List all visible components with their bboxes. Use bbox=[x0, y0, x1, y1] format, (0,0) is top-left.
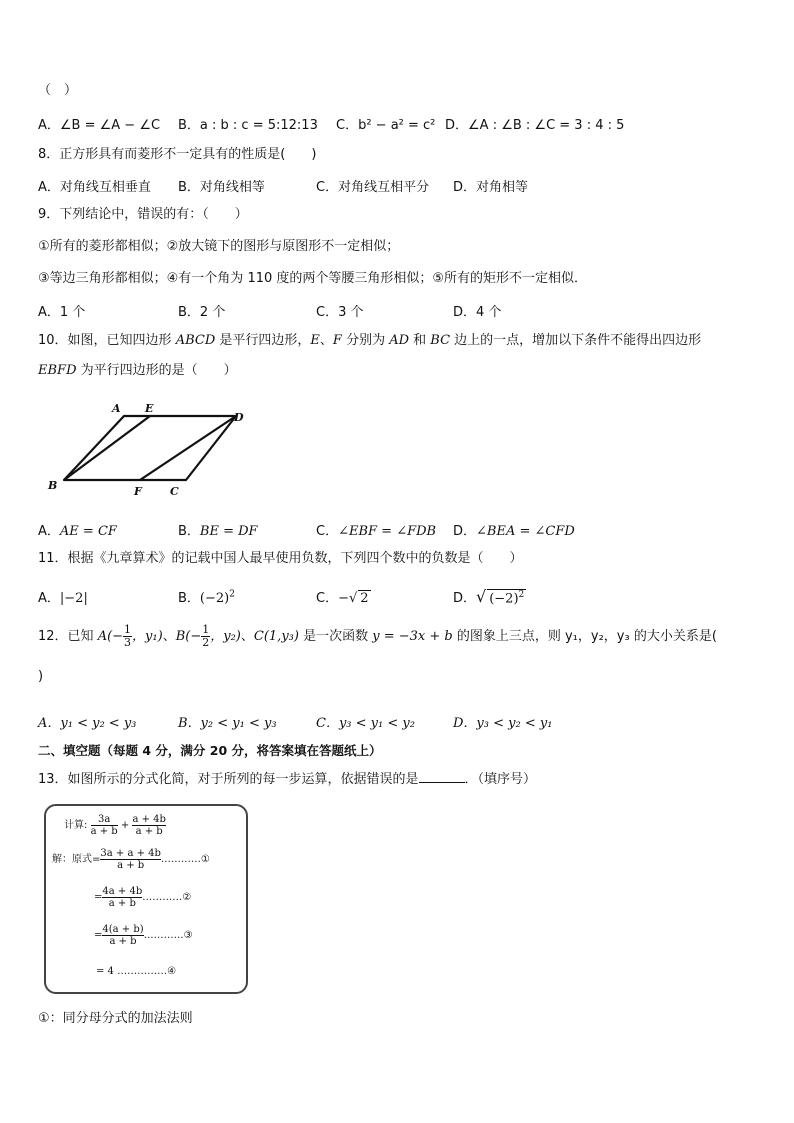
q12-stem-mid: 是一次函数 bbox=[298, 629, 373, 644]
q9-option-d: D．4 个 bbox=[453, 305, 502, 320]
q12-sep1: 、 bbox=[162, 629, 176, 644]
q9-option-b: B．2 个 bbox=[178, 305, 226, 320]
q11-option-b-base: (−2) bbox=[199, 591, 230, 606]
q11-option-a bbox=[38, 587, 88, 606]
q12-fraction-b-num: 1 bbox=[202, 623, 210, 636]
q13-calc-label: 计算: bbox=[64, 820, 88, 831]
q11-option-d: D．√ $(-2)^2$ bbox=[453, 587, 525, 606]
q9-line1: ①所有的菱形都相似；②放大镜下的图形与原图形不一定相似； bbox=[38, 239, 400, 254]
q13-step-1 bbox=[52, 848, 210, 871]
q13-calc-num1: 3a bbox=[91, 814, 118, 826]
q13-calc-line bbox=[64, 814, 166, 837]
q13-stem-post: ．（填序号） bbox=[464, 772, 537, 787]
segment-be bbox=[64, 416, 150, 480]
section-2-title: 二、填空题（每题 4 分，满分 20 分，将答案填在答题纸上） bbox=[38, 743, 382, 758]
q12-fraction-a-num: 1 bbox=[124, 623, 132, 636]
q11-option-a-label: A． bbox=[38, 591, 60, 606]
q11-option-d-label: D． bbox=[453, 591, 477, 606]
q10-stem-line2 bbox=[38, 362, 237, 380]
q12-function: y = −3x + b bbox=[372, 629, 453, 644]
q8-stem: 8．正方形具有而菱形不一定具有的性质是( ) bbox=[38, 147, 317, 162]
q13-note: ①：同分母分式的加法法则 bbox=[38, 1011, 193, 1026]
q11-option-c-radicand: 2 bbox=[360, 591, 369, 606]
q7-option-c: C．b² − a² = c² bbox=[336, 118, 436, 133]
q11-option-c: C．−√ 2 bbox=[316, 591, 369, 606]
q13-calc-num2: a + 4b bbox=[132, 814, 166, 825]
q13-stem-pre: 13．如图所示的分式化简，对于所列的每一步运算，依据错误的是 bbox=[38, 772, 419, 787]
q10-stem-pre: 10．如图，已知四边形 bbox=[38, 333, 176, 348]
q11-option-b bbox=[178, 587, 235, 606]
q10-option-b-text: BE = DF bbox=[199, 524, 258, 539]
q11-option-b-label: B． bbox=[178, 591, 200, 606]
q11-option-c-label: C． bbox=[316, 591, 339, 606]
parallelogram-abcd bbox=[64, 416, 236, 480]
q10-option-d-text: ∠BEA = ∠CFD bbox=[476, 524, 575, 539]
q8-option-c: C．对角线互相平分 bbox=[316, 180, 430, 195]
q10-option-a-label: A． bbox=[38, 524, 60, 539]
q13-solution-box bbox=[44, 804, 248, 994]
q13-step1-mark: …………① bbox=[160, 854, 210, 865]
q13-step1-den: a + b bbox=[117, 860, 145, 871]
q8-option-d: D．对角相等 bbox=[453, 180, 529, 195]
q13-step-2 bbox=[94, 886, 191, 909]
q13-step3-den: a + b bbox=[109, 936, 137, 947]
q9-stem: 9．下列结论中，错误的有：（ ） bbox=[38, 207, 248, 222]
q8-option-a: A．对角线互相垂直 bbox=[38, 180, 151, 195]
q10-option-b-label: B． bbox=[178, 524, 200, 539]
q13-step3-mark: …………③ bbox=[143, 930, 193, 941]
q10-stem-end: 为平行四边形的是（ ） bbox=[76, 363, 237, 378]
q9-option-c: C．3 个 bbox=[316, 305, 364, 320]
q10-option-d bbox=[453, 520, 575, 539]
q12-fraction-b-den: 2 bbox=[202, 636, 210, 649]
q12-point-a: A(− bbox=[97, 629, 124, 644]
q13-stem bbox=[38, 770, 536, 789]
q10-sep: 、 bbox=[319, 333, 333, 348]
q10-option-c-label: C． bbox=[316, 524, 339, 539]
q12-option-d: D．y₃ < y₂ < y₁ bbox=[453, 716, 553, 731]
q9-line2: ③等边三角形都相似；④有一个角为 110 度的两个等腰三角形相似；⑤所有的矩形不一定相似． bbox=[38, 271, 588, 286]
q11-option-a-text: |−2| bbox=[59, 591, 88, 606]
q12-point-b-end: ，y₂) bbox=[210, 629, 241, 644]
q11-option-c-sign: − bbox=[338, 591, 349, 606]
q10-f: F bbox=[332, 333, 342, 348]
q10-stem-mid1: 是平行四边形， bbox=[215, 333, 311, 348]
q13-step3-num: 4(a + b) bbox=[102, 924, 144, 935]
q13-step-4: = 4 ……………④ bbox=[96, 966, 177, 977]
q10-ad: AD bbox=[389, 333, 410, 348]
q12-option-c: C．y₃ < y₁ < y₂ bbox=[316, 716, 415, 731]
q12-fraction-a bbox=[123, 624, 132, 649]
q10-stem-post: 边上的一点，增加以下条件不能得出四边形 bbox=[450, 333, 702, 348]
q13-calc-den1: a + b bbox=[90, 826, 118, 837]
vertex-label-b: B bbox=[48, 479, 58, 492]
q11-option-d-base: (−2) bbox=[489, 591, 519, 606]
q10-option-b bbox=[178, 520, 258, 539]
q12-stem-line1 bbox=[38, 624, 717, 650]
q13-calc-plus: + bbox=[120, 820, 130, 831]
vertex-label-a: A bbox=[112, 402, 121, 415]
q13-step2-eq: = bbox=[94, 892, 103, 903]
q11-stem: 11．根据《九章算术》的记载中国人最早使用负数，下列四个数中的负数是（ ） bbox=[38, 551, 523, 566]
q13-sol-label: 解：原式= bbox=[52, 854, 101, 865]
q12-stem-post: 的图象上三点，则 y₁，y₂，y₃ 的大小关系是( bbox=[452, 629, 717, 644]
q10-bc: BC bbox=[430, 333, 451, 348]
q13-step1-num: 3a + a + 4b bbox=[100, 848, 161, 859]
q10-option-a-text: AE = CF bbox=[59, 524, 117, 539]
q12-option-b: B．y₂ < y₁ < y₃ bbox=[178, 716, 277, 731]
q10-option-c-text: ∠EBF = ∠FDB bbox=[338, 524, 437, 539]
q10-option-a bbox=[38, 520, 117, 539]
q10-e: E bbox=[310, 333, 320, 348]
q11-option-d-exp: 2 bbox=[518, 589, 525, 600]
q12-point-a-end: ，y₁) bbox=[132, 629, 163, 644]
vertex-label-c: C bbox=[170, 485, 179, 498]
q13-step2-mark: …………② bbox=[142, 892, 192, 903]
q12-sep2: 、 bbox=[240, 629, 254, 644]
q12-point-c: C(1,y₃) bbox=[253, 629, 299, 644]
q10-abcd: ABCD bbox=[175, 333, 216, 348]
q12-close: ) bbox=[38, 669, 44, 684]
q13-step2-num: 4a + 4b bbox=[102, 886, 143, 897]
q13-step2-den: a + b bbox=[108, 898, 136, 909]
q8-option-b: B．对角线相等 bbox=[178, 180, 265, 195]
q13-calc-den2: a + b bbox=[135, 826, 163, 837]
vertex-label-d: D bbox=[234, 411, 244, 424]
q13-step-3 bbox=[94, 924, 193, 947]
q11-option-b-exp: 2 bbox=[229, 589, 235, 600]
q12-point-b: B(− bbox=[175, 629, 202, 644]
vertex-label-e: E bbox=[145, 402, 154, 415]
q7-option-b: B．a : b : c = 5:12:13 bbox=[178, 118, 318, 133]
q12-fraction-a-den: 3 bbox=[124, 636, 132, 649]
q13-step3-eq: = bbox=[94, 930, 103, 941]
q12-option-a: A．y₁ < y₂ < y₃ bbox=[38, 716, 137, 731]
parallelogram-figure bbox=[40, 398, 260, 500]
q10-and: 和 bbox=[409, 333, 431, 348]
q7-option-d: D．∠A : ∠B : ∠C = 3 : 4 : 5 bbox=[445, 118, 625, 133]
q12-stem-pre: 12．已知 bbox=[38, 629, 98, 644]
q10-stem-line1 bbox=[38, 332, 701, 350]
q10-stem-mid2: 分别为 bbox=[341, 333, 390, 348]
segment-fd bbox=[140, 416, 236, 480]
q7-option-a: A．∠B = ∠A − ∠C bbox=[38, 118, 161, 133]
q9-option-a: A．1 个 bbox=[38, 305, 86, 320]
q10-option-d-label: D． bbox=[453, 524, 477, 539]
q10-ebfd: EBFD bbox=[38, 363, 77, 378]
q13-answer-blank[interactable] bbox=[419, 770, 465, 783]
q7-paren: （ ） bbox=[38, 83, 78, 98]
vertex-label-f: F bbox=[134, 485, 142, 498]
q12-fraction-b bbox=[201, 624, 210, 649]
q10-option-c bbox=[316, 520, 436, 539]
